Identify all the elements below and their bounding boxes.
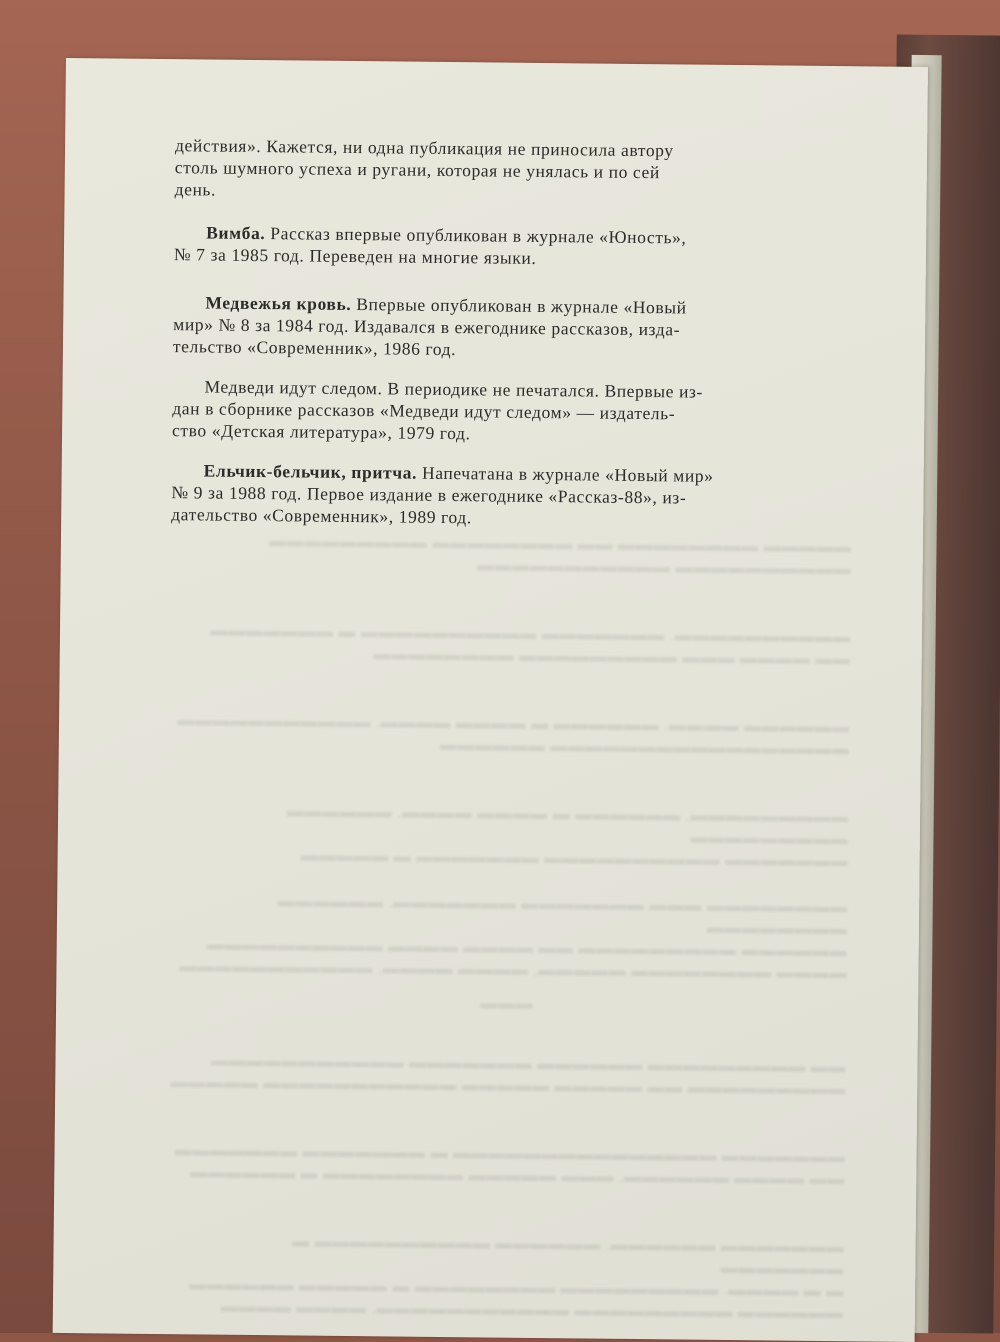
entry-medvezhya-krov	[173, 291, 834, 364]
entry-title: Вимба.	[206, 222, 266, 244]
show-through-text: ▬▬▬▬▬▬▬▬ ▬▬▬ ▬▬▬▬▬▬▬ ▬▬▬▬▬▬▬. ▬▬▬▬▬▬ ▬▬▬▬▬▬▬▬ ▬▬▬▬▬▬ ▬▬▬▬▬▬▬▬▬ ▬▬ ▬▬▬▬ ▬▬▬▬ ▬▬▬▬▬▬▬▬▬▬ ▬▬▬▬ ▬▬▬▬▬▬▬▬ ▬▬▬▬▬, ▬▬▬▬ ▬▬▬▬, ▬▬▬▬▬▬▬▬▬▬▬	[178, 891, 848, 983]
show-through-text: ▬▬▬▬▬▬▬ ▬▬▬▬▬▬▬▬▬▬▬▬▬▬▬ ▬ ▬▬▬▬▬▬▬ ▬▬▬▬▬▬▬ ▬▬ ▬▬▬▬ ▬▬▬▬▬▬. ▬▬▬ ▬▬▬▬▬ ▬▬▬▬▬▬▬▬ ▬ ▬▬▬▬▬▬	[173, 1140, 845, 1189]
entry-vimba	[174, 221, 834, 272]
entry-title: Медвежья кровь.	[205, 292, 352, 315]
paragraph-continuation	[175, 134, 836, 207]
book-page	[53, 58, 928, 1342]
show-through-text: ▬▬▬▬▬▬▬▬▬. ▬▬▬▬▬▬ ▬ ▬▬▬▬ ▬▬▬▬. ▬▬▬▬▬▬ ▬▬▬▬▬▬▬▬▬ ▬▬▬▬▬▬▬ ▬▬▬▬▬▬▬▬▬▬ ▬▬▬▬▬▬▬ ▬ ▬▬▬▬▬	[286, 801, 849, 871]
show-through-text: ▬▬▬▬▬▬▬▬▬▬. ▬▬▬▬▬▬▬ ▬▬▬▬▬▬▬▬▬▬ ▬ ▬▬▬▬▬▬▬ ▬▬ ▬▬▬▬ ▬▬▬ ▬▬▬▬▬▬▬▬▬ ▬▬▬▬▬▬▬▬	[209, 620, 851, 669]
show-through-text: ▬▬ ▬▬▬▬▬▬▬▬▬ ▬▬▬▬▬▬ ▬▬▬▬▬▬▬ ▬▬▬▬▬▬▬▬▬▬▬ ▬▬▬▬▬▬▬▬▬ ▬▬ ▬▬▬▬▬ ▬▬▬▬▬ ▬▬▬▬▬▬▬▬▬▬▬ ▬▬▬▬▬	[169, 1050, 846, 1099]
show-through-text: ▬▬▬▬▬▬ ▬▬▬▬. ▬▬▬▬▬▬ ▬ ▬▬▬▬ ▬▬▬▬. ▬▬▬▬▬▬▬▬▬▬▬ ▬▬▬▬▬▬▬▬▬▬▬▬▬▬▬▬▬ ▬▬▬▬▬▬	[176, 710, 850, 759]
text-line: № 9 за 1988 год. Первое издание в ежегоднике «Рассказ-88», из-	[171, 482, 687, 508]
entry-text: Медведи идут следом. В периодике не печатался. Впервые из-	[204, 376, 704, 402]
text-line: тельство «Современник», 1986 год.	[172, 336, 457, 360]
text-line: действия». Кажется, ни одна публикация не приносила автору	[174, 135, 674, 161]
entry-text: Напечатана в журнале «Новый мир»	[421, 462, 714, 486]
show-through-text: ▬▬▬	[479, 993, 533, 1013]
entry-title: Ельчик-бельчик, притча.	[203, 460, 418, 483]
text-line: мир» № 8 за 1984 год. Издавался в ежегоднике рассказов, изда-	[173, 314, 681, 340]
entry-medvedi-idut-sledom	[172, 375, 833, 448]
text-line: дательство «Современник», 1989 год.	[171, 504, 472, 528]
text-line: ство «Детская литература», 1979 год.	[172, 420, 471, 444]
text-line: дан в сборнике рассказов «Медведи идут следом» — издатель-	[172, 398, 676, 424]
entry-text: Впервые опубликован в журнале «Новый	[356, 294, 687, 318]
text-line: день.	[174, 179, 217, 200]
entry-text: Рассказ впервые опубликован в журнале «Юность»,	[270, 223, 687, 248]
show-through-text: ▬▬▬▬▬▬▬ ▬▬▬▬▬▬. ▬▬▬▬▬▬ ▬▬▬▬▬▬▬▬▬▬ ▬ ▬▬▬▬▬▬▬ ▬ ▬ ▬▬▬▬. ▬▬▬▬▬▬▬▬▬ ▬▬▬▬▬▬▬▬ ▬ ▬▬▬▬▬ ▬▬▬▬▬▬ ▬▬▬▬▬▬ ▬▬▬▬▬▬▬▬▬ ▬▬▬▬▬▬▬▬▬▬▬, ▬▬▬▬ ▬▬▬▬	[188, 1231, 844, 1323]
show-through-text: ▬▬▬▬▬ ▬▬▬▬▬▬▬▬ ▬▬ ▬▬▬▬▬▬▬▬ ▬▬▬▬▬▬▬▬▬ ▬▬▬▬▬▬▬▬▬▬ ▬▬▬▬▬▬▬▬▬▬▬	[268, 531, 852, 579]
text-line: № 7 за 1985 год. Переведен на многие языки.	[173, 244, 537, 268]
entry-elchik-belchik	[171, 459, 832, 532]
text-line: столь шумного успеха и ругани, которая не унялась и по сей	[174, 157, 660, 183]
